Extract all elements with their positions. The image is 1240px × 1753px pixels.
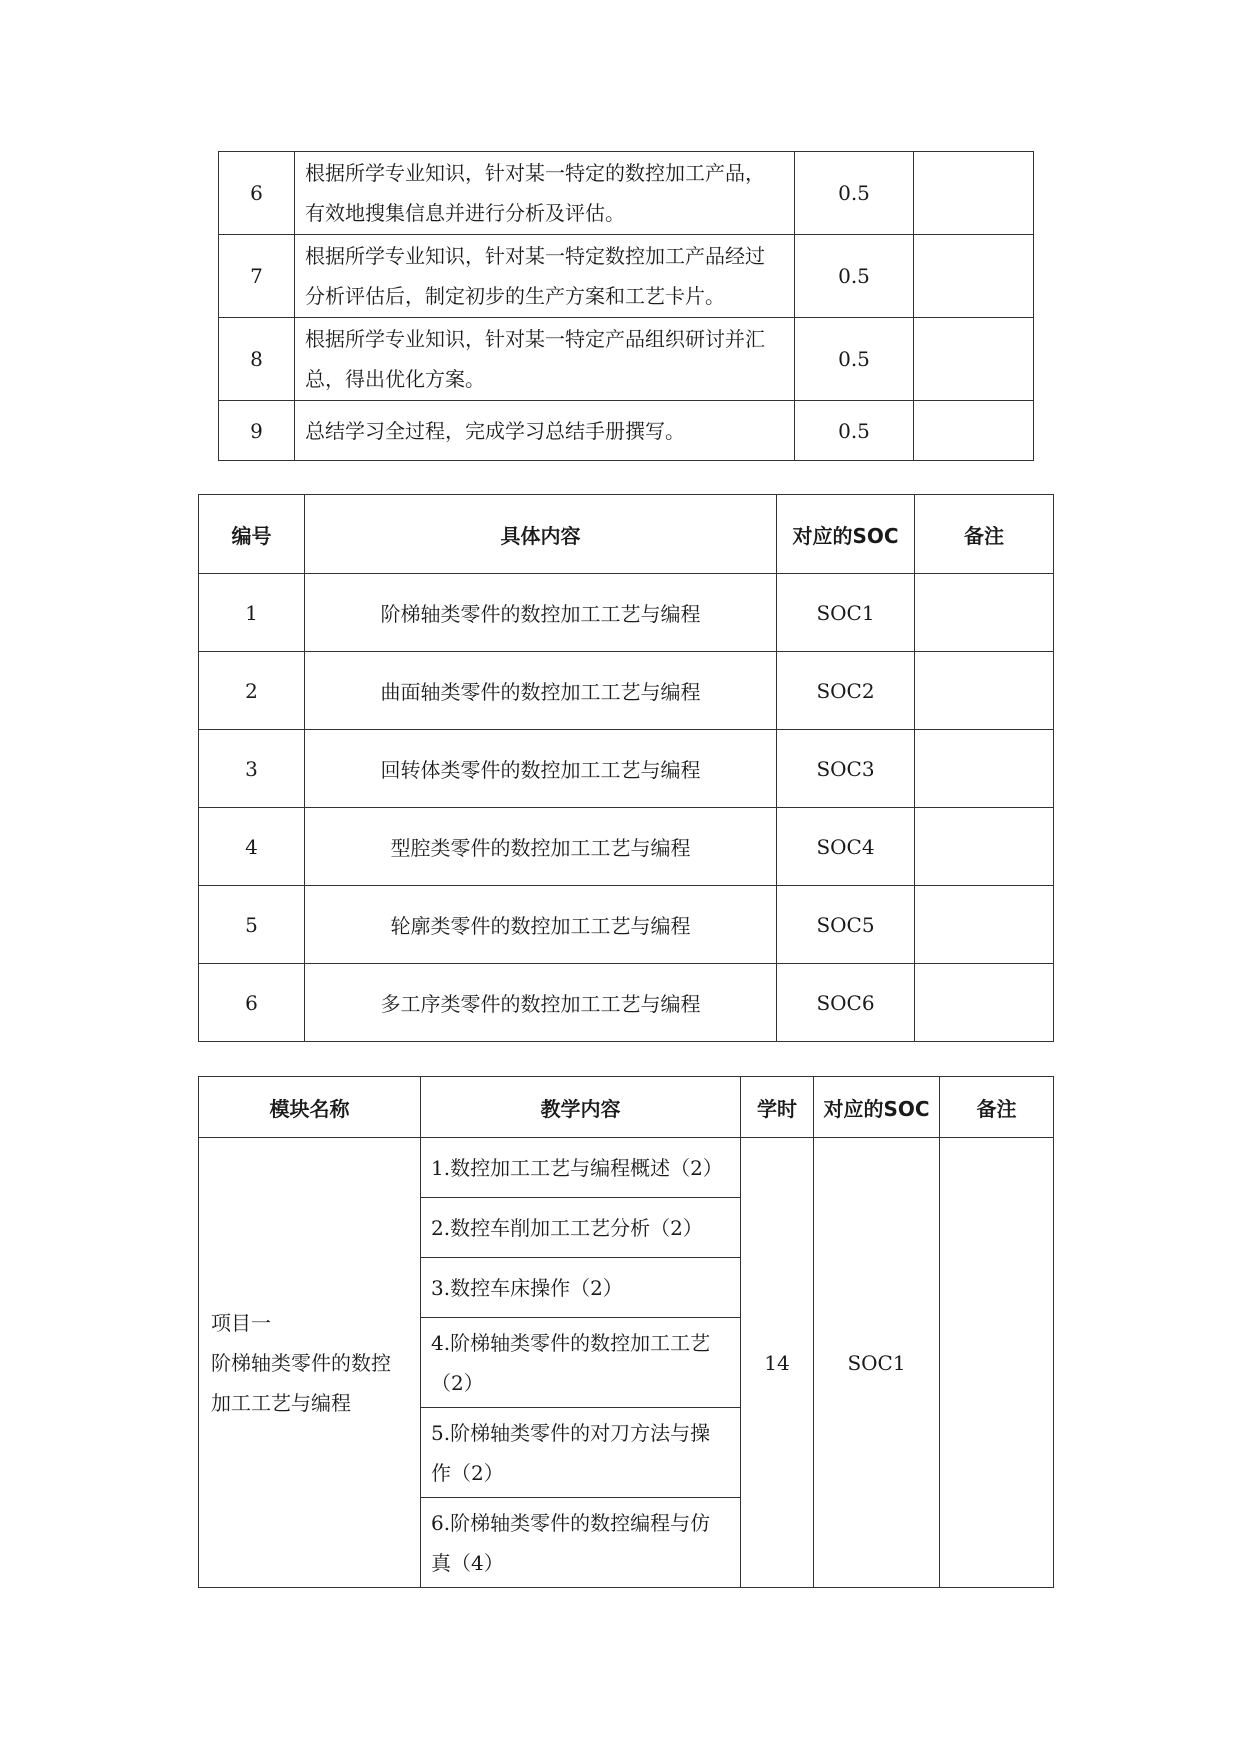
row-soc: SOC1 <box>777 574 915 652</box>
module-title: 项目一 <box>211 1310 271 1335</box>
row-content: 多工序类零件的数控加工工艺与编程 <box>305 964 777 1042</box>
module-soc: SOC1 <box>814 1138 940 1588</box>
table-row <box>219 318 1034 401</box>
row-note <box>915 886 1054 964</box>
row-number: 3 <box>199 730 305 808</box>
row-number: 4 <box>199 808 305 886</box>
teaching-item: 3.数控车床操作（2） <box>421 1258 741 1318</box>
row-note <box>915 964 1054 1042</box>
table-row <box>199 808 1054 886</box>
row-number: 6 <box>219 152 295 235</box>
teaching-item: 2.数控车削加工工艺分析（2） <box>421 1198 741 1258</box>
row-number: 9 <box>219 401 295 461</box>
module-teaching-table <box>198 1076 1054 1588</box>
row-number: 8 <box>219 318 295 401</box>
row-note <box>915 808 1054 886</box>
row-content: 回转体类零件的数控加工工艺与编程 <box>305 730 777 808</box>
row-number: 2 <box>199 652 305 730</box>
table-row <box>199 652 1054 730</box>
row-content: 轮廓类零件的数控加工工艺与编程 <box>305 886 777 964</box>
row-description: 根据所学专业知识，针对某一特定产品组织研讨并汇总，得出优化方案。 <box>295 318 795 401</box>
row-note <box>914 318 1034 401</box>
table-header-row <box>199 495 1054 574</box>
row-note <box>915 652 1054 730</box>
teaching-item: 4.阶梯轴类零件的数控加工工艺（2） <box>421 1318 741 1408</box>
row-soc: SOC2 <box>777 652 915 730</box>
row-number: 6 <box>199 964 305 1042</box>
header-module: 模块名称 <box>199 1077 421 1138</box>
table-row <box>199 574 1054 652</box>
row-hours: 0.5 <box>795 401 914 461</box>
module-note <box>940 1138 1054 1588</box>
module-name-cell <box>199 1138 421 1588</box>
header-number: 编号 <box>199 495 305 574</box>
header-soc: 对应的SOC <box>814 1077 940 1138</box>
header-note: 备注 <box>915 495 1054 574</box>
teaching-item: 1.数控加工工艺与编程概述（2） <box>421 1138 741 1198</box>
row-content: 曲面轴类零件的数控加工工艺与编程 <box>305 652 777 730</box>
table-row <box>199 1138 1054 1198</box>
table-row <box>199 964 1054 1042</box>
row-number: 1 <box>199 574 305 652</box>
row-hours: 0.5 <box>795 235 914 318</box>
row-number: 7 <box>219 235 295 318</box>
table-row <box>219 401 1034 461</box>
header-content: 具体内容 <box>305 495 777 574</box>
header-note: 备注 <box>940 1077 1054 1138</box>
table-row <box>219 152 1034 235</box>
row-note <box>914 152 1034 235</box>
header-soc: 对应的SOC <box>777 495 915 574</box>
table-row <box>199 886 1054 964</box>
teaching-item: 5.阶梯轴类零件的对刀方法与操作（2） <box>421 1408 741 1498</box>
row-content: 阶梯轴类零件的数控加工工艺与编程 <box>305 574 777 652</box>
row-description: 根据所学专业知识，针对某一特定数控加工产品经过分析评估后，制定初步的生产方案和工艺卡片。 <box>295 235 795 318</box>
row-soc: SOC3 <box>777 730 915 808</box>
table-row <box>199 730 1054 808</box>
row-description: 根据所学专业知识，针对某一特定的数控加工产品，有效地搜集信息并进行分析及评估。 <box>295 152 795 235</box>
row-note <box>915 730 1054 808</box>
row-soc: SOC6 <box>777 964 915 1042</box>
row-soc: SOC4 <box>777 808 915 886</box>
row-soc: SOC5 <box>777 886 915 964</box>
row-number: 5 <box>199 886 305 964</box>
module-hours: 14 <box>741 1138 814 1588</box>
table-row <box>219 235 1034 318</box>
row-content: 型腔类零件的数控加工工艺与编程 <box>305 808 777 886</box>
table-header-row <box>199 1077 1054 1138</box>
teaching-item: 6.阶梯轴类零件的数控编程与仿真（4） <box>421 1498 741 1588</box>
row-description: 总结学习全过程，完成学习总结手册撰写。 <box>295 401 795 461</box>
content-soc-table <box>198 494 1054 1042</box>
header-content: 教学内容 <box>421 1077 741 1138</box>
row-note <box>914 235 1034 318</box>
row-hours: 0.5 <box>795 152 914 235</box>
module-name: 阶梯轴类零件的数控加工工艺与编程 <box>211 1350 391 1415</box>
row-hours: 0.5 <box>795 318 914 401</box>
continuation-table <box>218 151 1034 461</box>
header-hours: 学时 <box>741 1077 814 1138</box>
row-note <box>915 574 1054 652</box>
row-note <box>914 401 1034 461</box>
